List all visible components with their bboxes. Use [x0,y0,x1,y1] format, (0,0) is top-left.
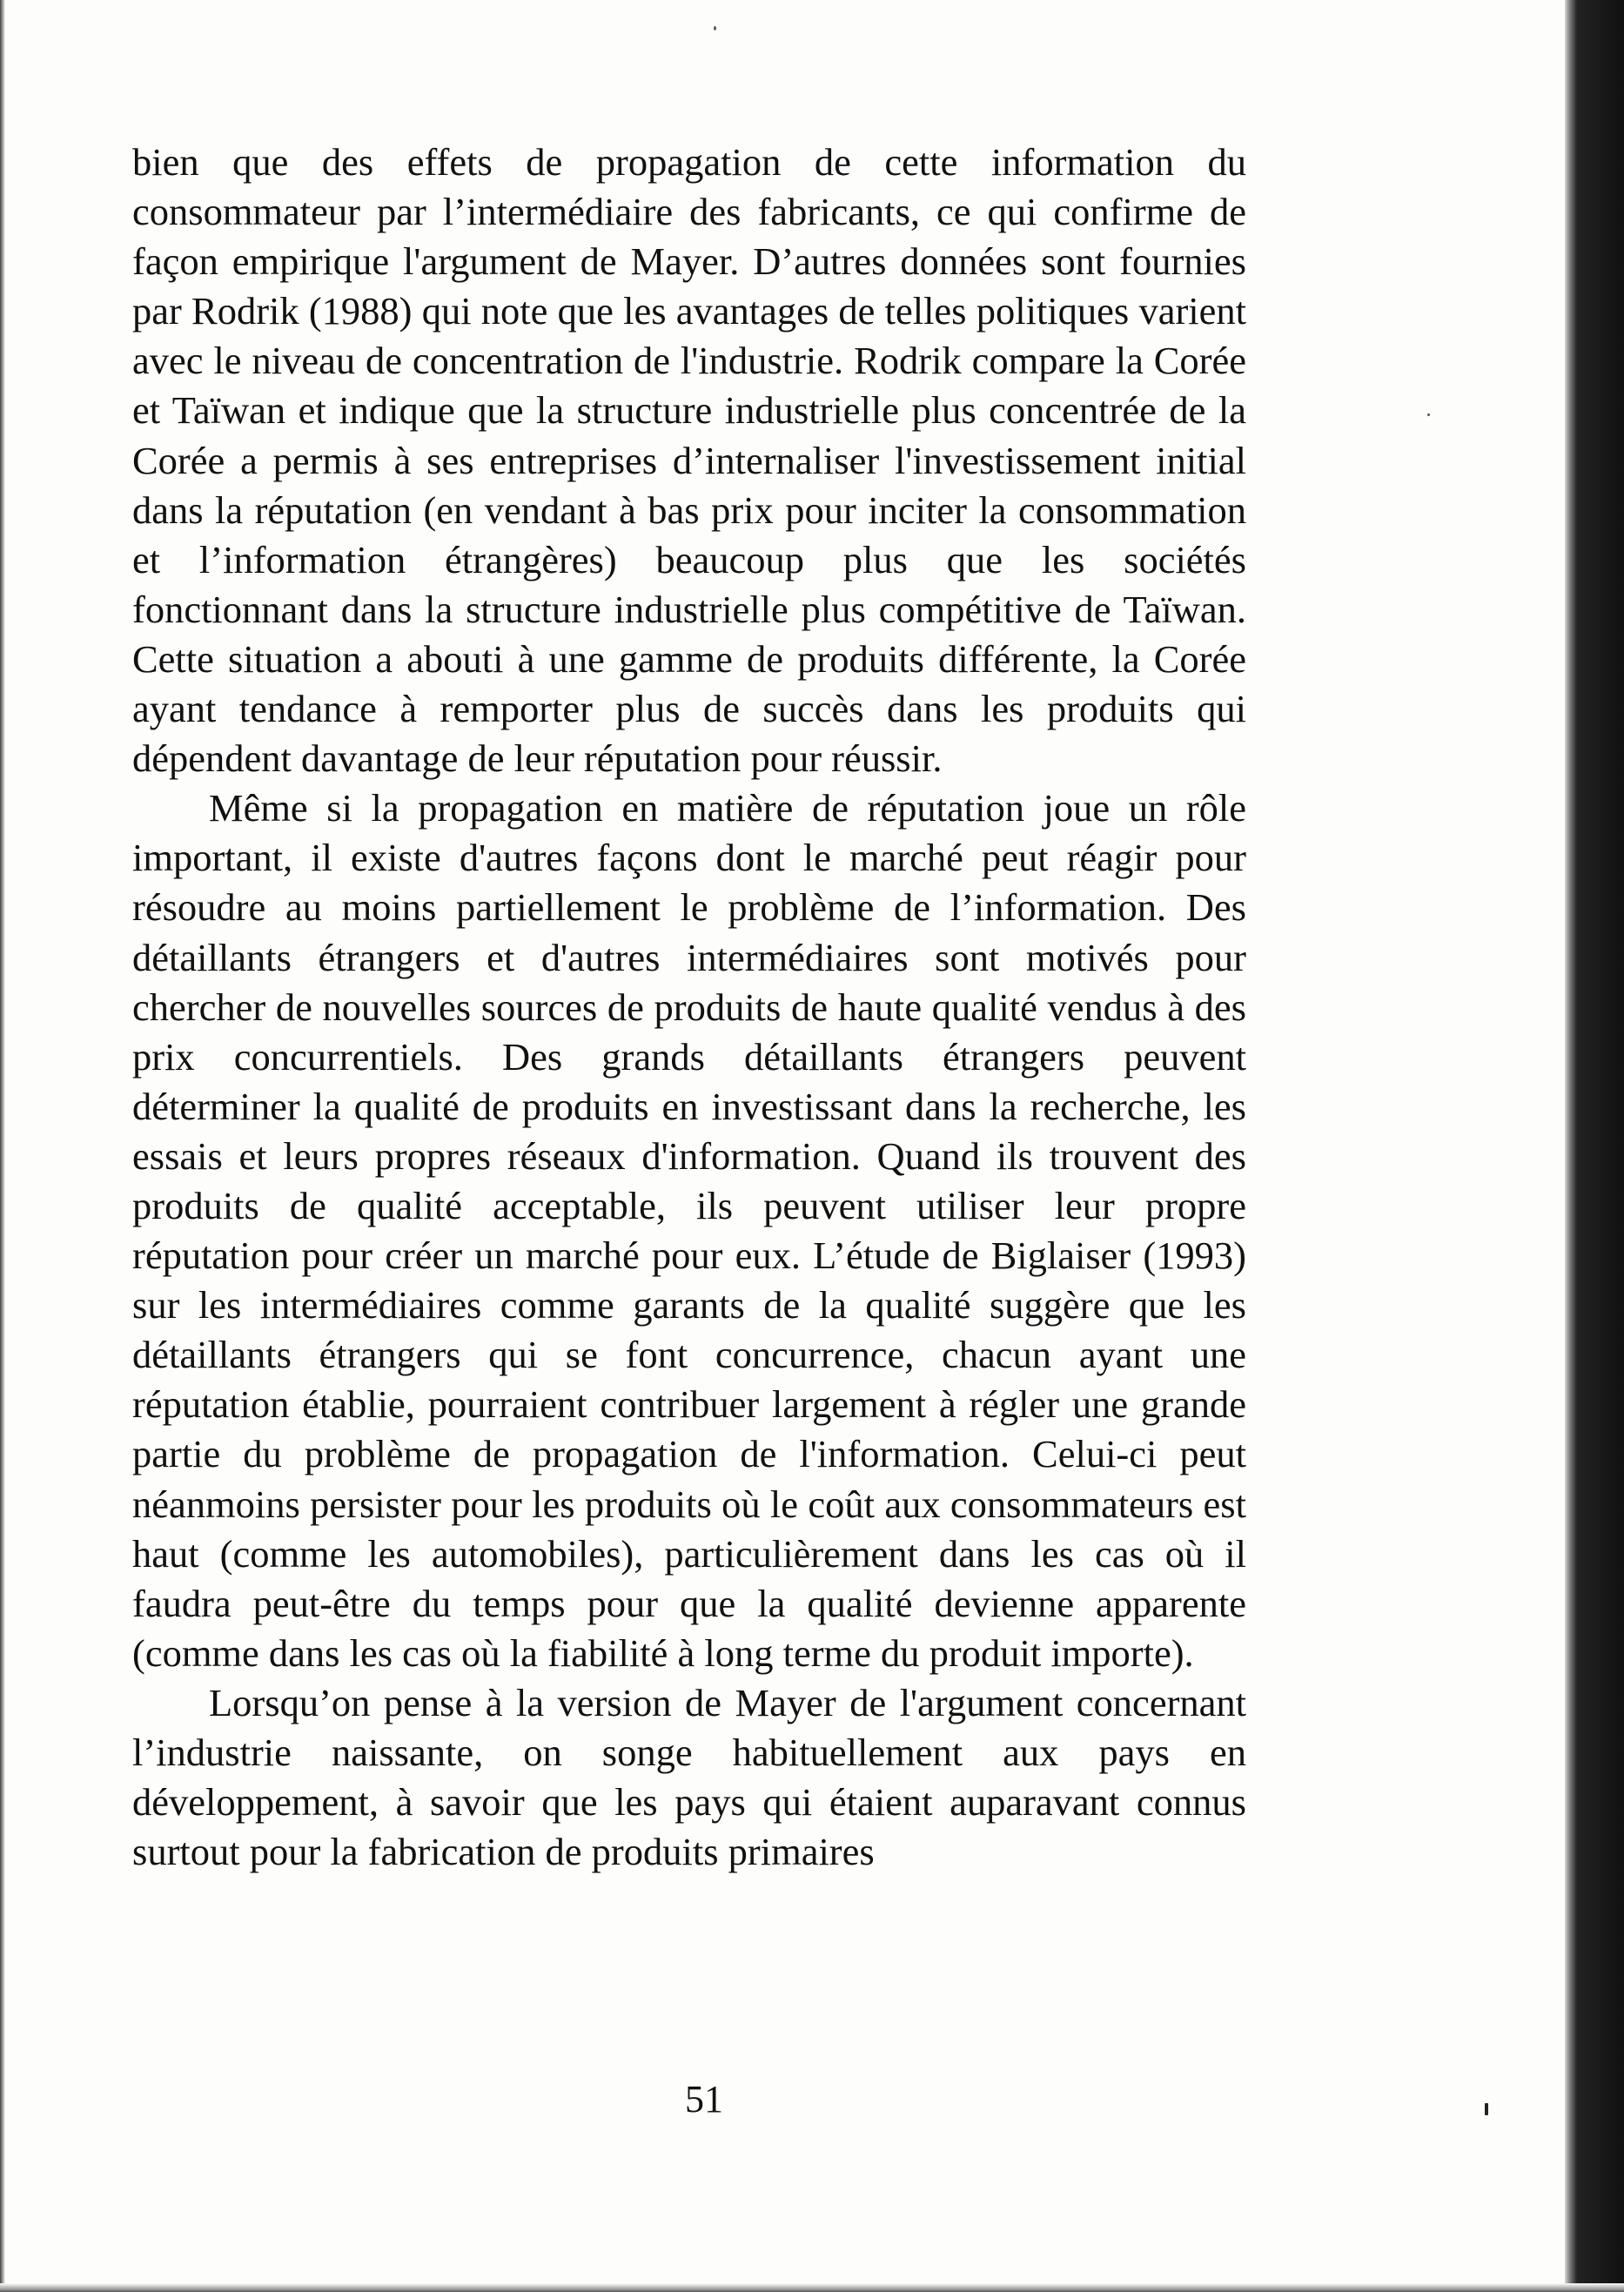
scan-speck [1485,2103,1488,2115]
scan-edge-right [1565,0,1624,2292]
page-number: 51 [685,2078,723,2121]
paragraph-3: Lorsqu’on pense à la version de Mayer de l'argument concernant l’industrie naissante, on songe habituellement aux pays en développement, à savoir que les pays qui étaient auparavant connus surtout pour la fabrication de produits primaires [132,1680,1246,1874]
body-text [132,138,1246,1877]
scan-speck [714,26,716,30]
scan-edge-bottom [0,2283,1624,2292]
paragraph-1: bien que des effets de propagation de cette information du consommateur par l’intermédiaire des fabricants, ce qui confirme de façon empirique l'argument de Mayer. D’autres données sont fournies par Rodrik (1988) qui note que les avantages de telles politiques varient avec le niveau de concentration de l'industrie. Rodrik compare la Corée et Taïwan et indique que la structure industrielle plus concentrée de la Corée a permis à ses entreprises d’internaliser l'investissement initial dans la réputation (en vendant à bas prix pour inciter la consommation et l’information étrangères) beaucoup plus que les sociétés fonctionnant dans la structure industrielle plus compétitive de Taïwan. Cette situation a abouti à une gamme de produits différente, la Corée ayant tendance à remporter plus de succès dans les produits qui dépendent davantage de leur réputation pour réussir. [132,140,1246,781]
scan-edge-left [0,0,5,2292]
paragraph-2: Même si la propagation en matière de réputation joue un rôle important, il existe d'autres façons dont le marché peut réagir pour résoudre au moins partiellement le problème de l’information. Des détaillants étrangers et d'autres intermédiaires sont motivés pour chercher de nouvelles sources de produits de haute qualité vendus à des prix concurrentiels. Des grands détaillants étrangers peuvent déterminer la qualité de produits en investissant dans la recherche, les essais et leurs propres réseaux d'information. Quand ils trouvent des produits de qualité acceptable, ils peuvent utiliser leur propre réputation pour créer un marché pour eux. L’étude de Biglaiser (1993) sur les intermédiaires comme garants de la qualité suggère que les détaillants étrangers qui se font concurrence, chacun ayant une réputation établie, pourraient contribuer largement à régler une grande partie du problème de propagation de l'information. Celui-ci peut néanmoins persister pour les produits où le coût aux consommateurs est haut (comme les automobiles), particulièrement dans les cas où il faudra peut-être du temps pour que la qualité devienne apparente (comme dans les cas où la fiabilité à long terme du produit importe). [132,786,1246,1675]
scan-speck [1427,413,1430,416]
